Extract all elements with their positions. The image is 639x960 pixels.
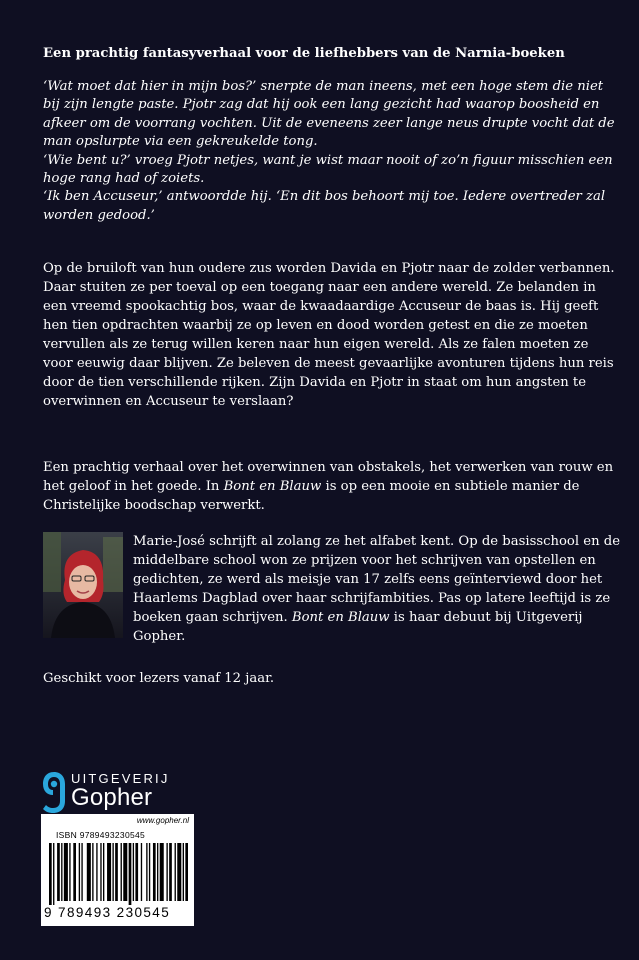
author-photo: [43, 532, 123, 638]
barcode-bar: [141, 843, 142, 901]
barcode-bar: [123, 843, 127, 901]
barcode-bars: [47, 843, 188, 905]
publisher-name-top: UITGEVERIJ: [71, 771, 170, 786]
barcode-bar: [53, 843, 54, 905]
barcode-bar: [64, 843, 68, 901]
book-title: Bont en Blauw: [291, 610, 390, 625]
age-recommendation: Geschikt voor lezers vanaf 12 jaar.: [43, 671, 275, 686]
barcode-bar: [69, 843, 70, 901]
barcode-bar: [175, 843, 176, 901]
author-bio: Marie-José schrijft al zolang ze het alfabet kent. Op de basisschool en de middelbare school won ze prijzen voor het schrijven van opstellen en gedichten, ze werd als meisje van 17 zelfs eens geïnterviewd door het Haarlems Dagblad over haar schrijfambities. Pas op latere leeftijd is ze boeken gaan schrijven. Bont en Blauw is haar debuut bij Uitgeverij Gopher.: [133, 534, 621, 644]
barcode-bar: [149, 843, 150, 901]
barcode-bar: [133, 843, 134, 901]
publisher-logo: [41, 768, 181, 818]
barcode-bar: [135, 843, 138, 901]
barcode-bar: [177, 843, 181, 901]
barcode-bar: [61, 843, 62, 901]
barcode-bar: [121, 843, 122, 901]
barcode-bar: [79, 843, 80, 901]
barcode-bar: [49, 843, 52, 905]
barcode-bar: [81, 843, 82, 901]
barcode-bar: [129, 843, 132, 905]
excerpt-paragraph: ‘Ik ben Accuseur,’ antwoordde hij. ‘En dit bos behoort mij toe. Iedere overtreder zal worden gedood.’: [43, 189, 606, 223]
barcode-bar: [183, 843, 184, 901]
barcode-bar: [112, 843, 113, 901]
book-summary: Op de bruiloft van hun oudere zus worden Davida en Pjotr naar de zolder verbannen. Daar stuiten ze per toeval op een toegang naar een andere wereld. Ze belanden in een vreemd spookachtig bos, waar de kwaadaardige Accuseur de baas is. Hij geeft hen tien opdrachten waarbij ze op leven en dood worden getest en die ze moeten vervullen als ze terug willen keren naar hun eigen wereld. Als ze falen moeten ze voor eeuwig daar blijven. Ze beleven de meest gevaarlijke avonturen tijdens hun reis door de tien verschillende rijken. Zijn Davida en Pjotr in staat om hun angsten te overwinnen en Accuseur te verslaan?: [43, 261, 615, 409]
book-title: Bont en Blauw: [223, 479, 322, 494]
barcode-bar: [92, 843, 93, 901]
book-excerpt: [43, 78, 618, 225]
barcode-bar: [57, 843, 60, 901]
barcode-bar: [146, 843, 147, 901]
excerpt-paragraph: ‘Wat moet dat hier in mijn bos?’ snerpte de man ineens, met een hoge stem die niet bij zijn lengte paste. Pjotr zag dat hij ook een lang gezicht had waarop boosheid en afkeer om de voorrang vochten. Uit de eveneens zeer lange neus drupte vocht dat de man opslurpte via een gekreukelde tong.: [43, 79, 615, 150]
barcode-bar: [96, 843, 97, 901]
tagline: Een prachtig fantasyverhaal voor de liefhebbers van de Narnia-boeken: [43, 46, 565, 61]
barcode-bar: [73, 843, 76, 901]
barcode-panel: [41, 814, 194, 926]
barcode-bar: [103, 843, 104, 901]
barcode-digits: 9 789493 230545: [44, 905, 171, 920]
excerpt-paragraph: ‘Wie bent u?’ vroeg Pjotr netjes, want je wist maar nooit of zo’n figuur misschien een hoge rang had of zoiets.: [43, 152, 613, 187]
barcode-bar: [115, 843, 118, 901]
barcode-bar: [185, 843, 188, 901]
barcode-bar: [160, 843, 164, 901]
gopher-logo-icon: [41, 770, 67, 814]
publisher-url: www.gopher.nl: [136, 816, 189, 825]
publisher-name: Gopher: [71, 784, 153, 811]
barcode-bar: [157, 843, 158, 901]
barcode-bar: [166, 843, 167, 901]
book-message: Een prachtig verhaal over het overwinnen van obstakels, het verwerken van rouw en het geloof in het goede. In Bont en Blauw is op een mooie en subtiele manier de Christelijke boodschap verwerkt.: [43, 460, 614, 513]
barcode-bar: [107, 843, 111, 901]
barcode-bar: [100, 843, 101, 901]
barcode-bar: [87, 843, 91, 901]
barcode-bar: [153, 843, 156, 901]
barcode-bar: [169, 843, 172, 901]
isbn-label: ISBN 9789493230545: [56, 830, 146, 840]
